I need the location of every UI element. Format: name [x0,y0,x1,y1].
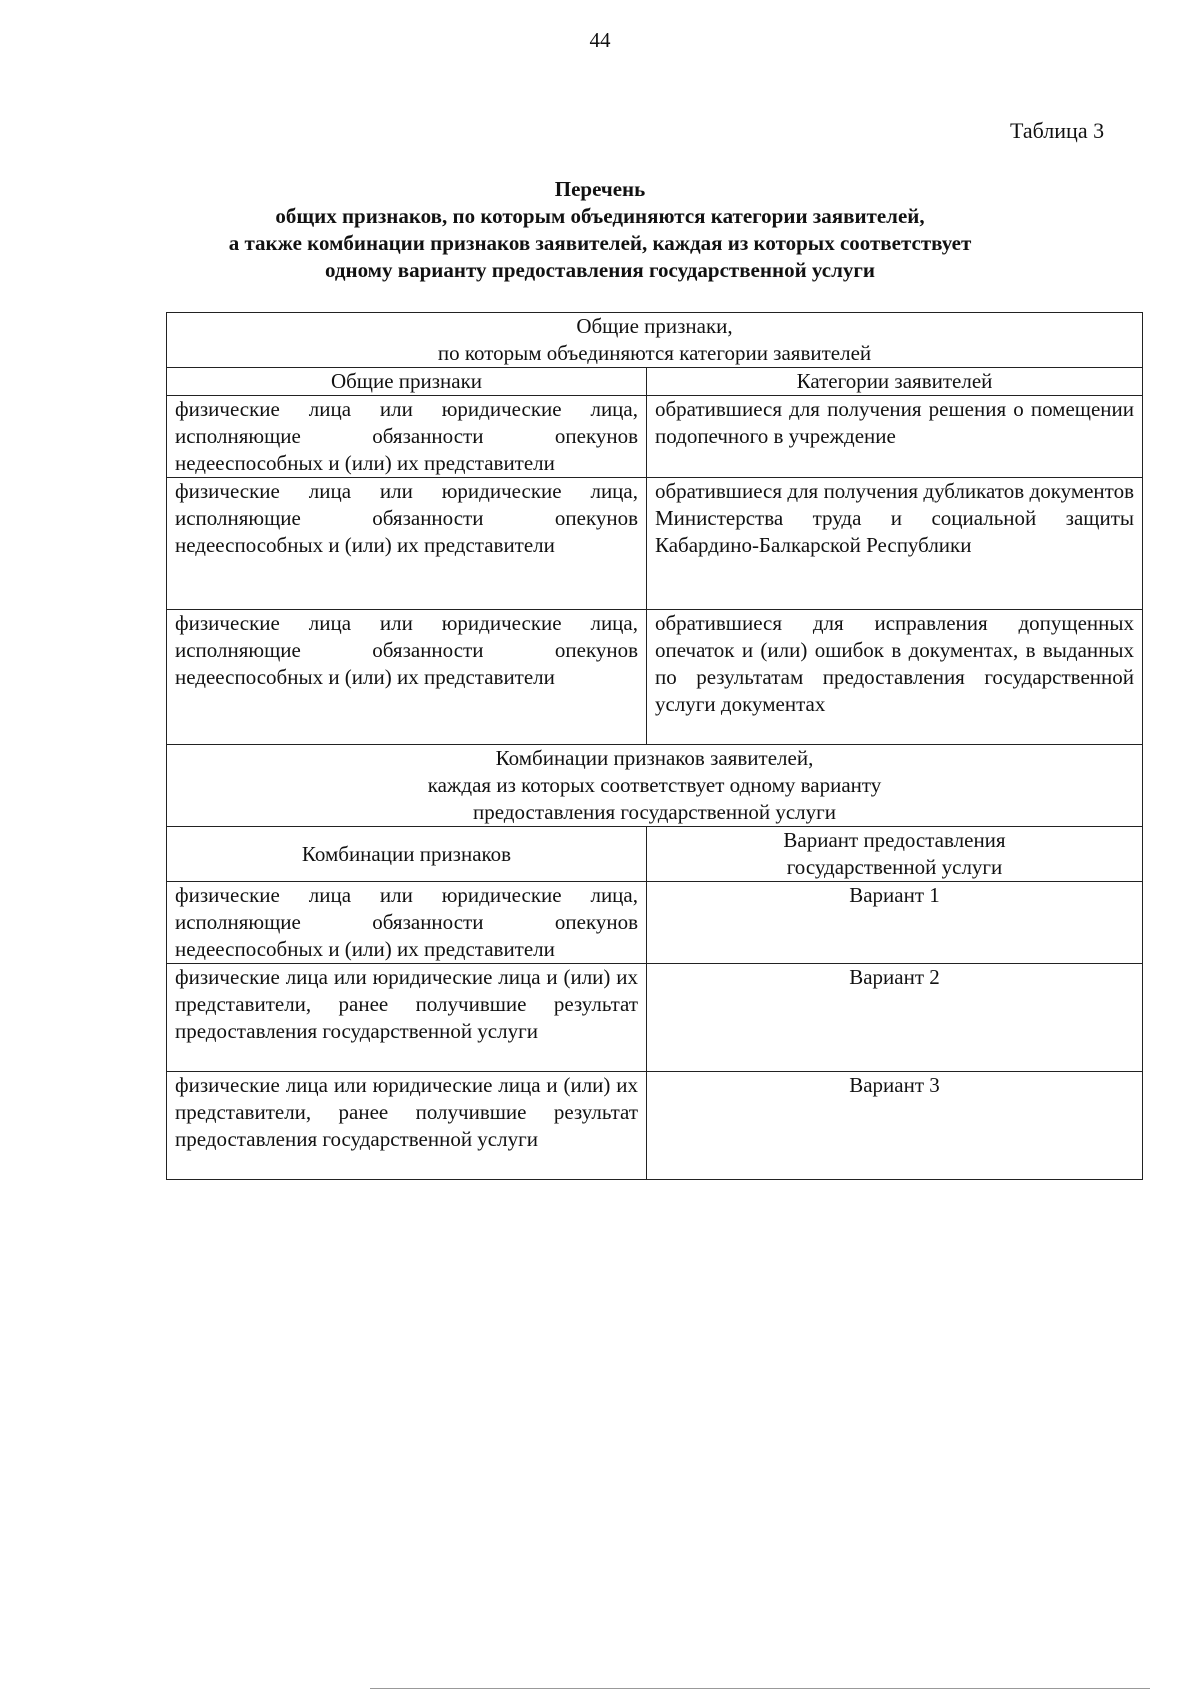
combination-cell: физические лица или юридические лица и (или) их представители, ранее получившие результат предоставления государственной услуги [167,964,647,1072]
section2-title-line-2: каждая из которых соответствует одному варианту [427,773,882,797]
section2-col2-header-line-1: Вариант предоставления [783,828,1006,852]
footer-rule [370,1688,1150,1689]
table-row [167,964,1143,1072]
section2-title-cell [167,745,1143,827]
section2-col2-header-line-2: государственной услуги [786,855,1003,879]
section2-col1-header: Комбинации признаков [167,827,647,882]
section2-title-line-1: Комбинации признаков заявителей, [495,746,814,770]
section1-title-cell [167,313,1143,368]
criteria-table [166,312,1143,1180]
table-label: Таблица 3 [1010,118,1105,143]
section1-title-line-2: по которым объединяются категории заявителей [437,341,872,365]
heading-line-4: одному варианту предоставления государственной услуги [324,258,876,282]
section1-column-header-row [167,368,1143,396]
section1-col1-header: Общие признаки [167,368,647,396]
table-row [167,610,1143,745]
feature-cell: физические лица или юридические лица, исполняющие обязанности опекунов недееспособных и (или) их представители [167,396,647,478]
table-row [167,396,1143,478]
category-cell: обратившиеся для получения решения о помещении подопечного в учреждение [647,396,1143,478]
combination-cell: физические лица или юридические лица и (или) их представители, ранее получившие результат предоставления государственной услуги [167,1072,647,1180]
variant-cell: Вариант 3 [647,1072,1143,1180]
variant-cell: Вариант 1 [647,882,1143,964]
section1-col2-header: Категории заявителей [647,368,1143,396]
heading-line-2: общих признаков, по которым объединяются категории заявителей, [275,204,925,228]
combination-cell: физические лица или юридические лица, исполняющие обязанности опекунов недееспособных и (или) их представители [167,882,647,964]
feature-cell: физические лица или юридические лица, исполняющие обязанности опекунов недееспособных и (или) их представители [167,478,647,610]
heading-line-3: а также комбинации признаков заявителей, каждая из которых соответствует [228,231,972,255]
section2-title-row [167,745,1143,827]
page-number: 44 [589,28,611,52]
section2-title-line-3: предоставления государственной услуги [473,800,836,824]
section1-title-row [167,313,1143,368]
heading-line-1: Перечень [554,177,646,201]
table-row [167,478,1143,610]
feature-cell: физические лица или юридические лица, исполняющие обязанности опекунов недееспособных и (или) их представители [167,610,647,745]
variant-cell: Вариант 2 [647,964,1143,1072]
document-heading [120,176,1080,284]
category-cell: обратившиеся для исправления допущенных опечаток и (или) ошибок в документах, в выданных по результатам предоставления государственной услуги документах [647,610,1143,745]
section2-col2-header [647,827,1143,882]
table-row [167,882,1143,964]
section1-title-line-1: Общие признаки, [576,314,733,338]
section2-column-header-row [167,827,1143,882]
table-row [167,1072,1143,1180]
category-cell: обратившиеся для получения дубликатов документов Министерства труда и социальной защиты Кабардино-Балкарской Республики [647,478,1143,610]
